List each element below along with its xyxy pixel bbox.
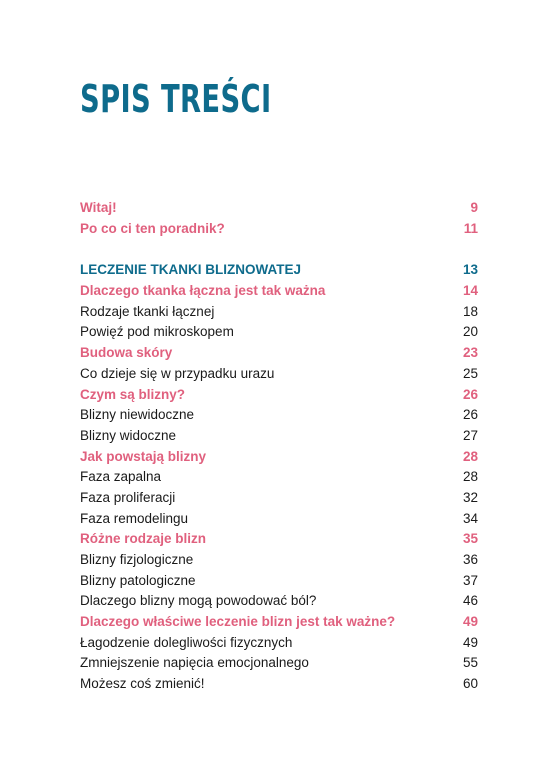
toc-section-label: LECZENIE TKANKI BLIZNOWATEJ <box>80 262 301 278</box>
toc-entry-label: Dlaczego blizny mogą powodować ból? <box>80 593 317 609</box>
toc-entry[interactable] <box>80 366 478 387</box>
toc-entry-page: 36 <box>462 552 478 567</box>
toc-entry-label: Czym są blizny? <box>80 386 186 402</box>
toc-entry[interactable] <box>80 511 478 532</box>
toc-entry[interactable] <box>80 407 478 428</box>
toc-entry-label: Blizny widoczne <box>80 427 177 443</box>
toc-entry[interactable] <box>80 635 478 656</box>
toc-entry-page: 28 <box>462 448 478 464</box>
toc-entry[interactable] <box>80 469 478 490</box>
toc-entry-page: 35 <box>462 531 478 547</box>
toc-entry-label: Faza proliferacji <box>80 489 176 505</box>
toc-entry-page: 32 <box>462 489 478 505</box>
toc-subsection-heading[interactable] <box>80 387 478 408</box>
toc-entry-page: 46 <box>462 593 478 609</box>
toc-entry[interactable] <box>80 490 478 511</box>
toc-entry[interactable] <box>80 552 478 573</box>
toc-section-page: 13 <box>462 262 478 278</box>
toc-entry-label: Blizny patologiczne <box>80 572 196 588</box>
toc-entry-label: Blizny fizjologiczne <box>80 552 194 567</box>
toc-entry-label: Jak powstają blizny <box>80 448 207 464</box>
toc-entry-page: 55 <box>462 655 478 671</box>
section-spacer <box>80 241 478 262</box>
toc-entry-page: 26 <box>462 386 478 402</box>
toc-entry-label: Różne rodzaje blizn <box>80 531 207 547</box>
toc-entry-label: Blizny niewidoczne <box>80 407 195 423</box>
toc-entry-label: Po co ci ten poradnik? <box>80 220 225 236</box>
toc-entry-page: 14 <box>462 283 478 299</box>
toc-entry-page: 23 <box>462 345 478 361</box>
table-of-contents <box>80 200 478 697</box>
toc-subsection-heading[interactable] <box>80 345 478 366</box>
toc-entry-label: Faza zapalna <box>80 469 162 485</box>
toc-entry-intro[interactable] <box>80 221 478 242</box>
toc-entry[interactable] <box>80 573 478 594</box>
toc-entry-label: Dlaczego tkanka łączna jest tak ważna <box>80 283 326 299</box>
toc-entry-page: 25 <box>462 365 478 381</box>
toc-entry-label: Możesz coś zmienić! <box>80 676 205 692</box>
toc-subsection-heading[interactable] <box>80 283 478 304</box>
toc-entry-label: Faza remodelingu <box>80 510 189 526</box>
toc-entries <box>80 283 478 697</box>
toc-entry-label: Łagodzenie dolegliwości fizycznych <box>80 634 293 650</box>
toc-entry[interactable] <box>80 593 478 614</box>
toc-entry-label: Powięź pod mikroskopem <box>80 324 234 340</box>
toc-entry-label: Co dzieje się w przypadku urazu <box>80 365 275 381</box>
toc-subsection-heading[interactable] <box>80 449 478 470</box>
toc-subsection-heading[interactable] <box>80 531 478 552</box>
toc-section-heading[interactable] <box>80 262 478 283</box>
toc-entry-page: 60 <box>462 676 478 692</box>
toc-entry-page: 34 <box>462 510 478 526</box>
toc-entry-label: Dlaczego właściwe leczenie blizn jest tak ważne? <box>80 614 396 630</box>
toc-entry-page: 27 <box>462 427 478 443</box>
toc-entry[interactable] <box>80 304 478 325</box>
toc-entry-label: Rodzaje tkanki łącznej <box>80 303 215 319</box>
toc-entry-label: Budowa skóry <box>80 345 173 361</box>
toc-entry-page: 37 <box>462 572 478 588</box>
toc-entry-page: 9 <box>470 200 478 215</box>
toc-entry-intro[interactable] <box>80 200 478 221</box>
toc-entry-page: 20 <box>462 324 478 340</box>
toc-entry[interactable] <box>80 324 478 345</box>
toc-entry-page: 18 <box>462 303 478 319</box>
toc-entry-page: 49 <box>462 614 478 630</box>
page-title: SPIS TREŚCI <box>80 77 272 121</box>
toc-subsection-heading[interactable] <box>80 614 478 635</box>
toc-entry-page: 26 <box>462 407 478 423</box>
toc-entry-page: 28 <box>462 469 478 485</box>
toc-entry-page: 49 <box>462 634 478 650</box>
toc-entry-label: Witaj! <box>80 200 117 215</box>
toc-entry-page: 11 <box>463 220 478 236</box>
toc-entry[interactable] <box>80 655 478 676</box>
toc-entry[interactable] <box>80 428 478 449</box>
toc-entry-label: Zmniejszenie napięcia emocjonalnego <box>80 655 309 671</box>
toc-entry[interactable] <box>80 676 478 697</box>
